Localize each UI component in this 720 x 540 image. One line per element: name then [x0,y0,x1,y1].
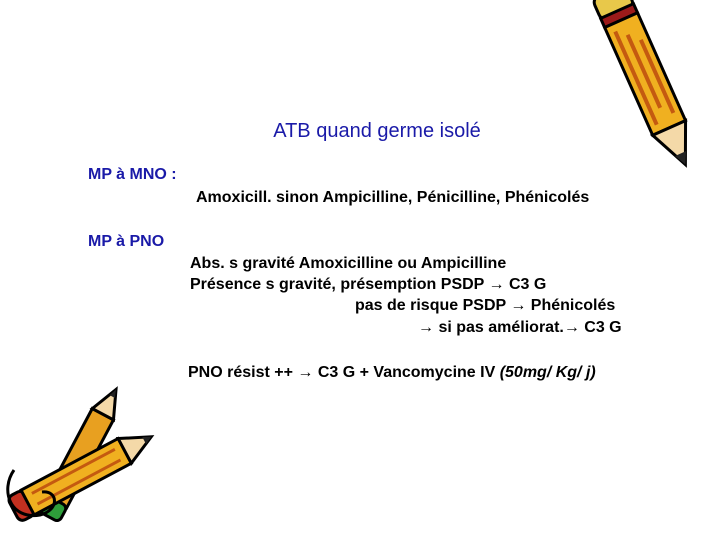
pno-resistance-dose: (50mg/ Kg/ j) [499,364,596,381]
slide-title: ATB quand germe isolé [273,120,481,142]
pno-line-3: pas de risque PSDP → Phénicolés [355,297,616,314]
pno-resistance-main: PNO résist ++ → C3 G + Vancomycine IV [188,364,500,381]
mno-treatment: Amoxicill. sinon Ampicilline, Pénicilline, Phénicolés [196,189,590,206]
mno-heading: MP à MNO : [88,166,177,183]
pno-line-2: Présence s gravité, présemption PSDP → C3 G [190,276,547,293]
pno-line-4: → si pas améliorat.→ C3 G [418,319,622,336]
pno-heading: MP à PNO [88,233,165,250]
pno-line-1: Abs. s gravité Amoxicilline ou Ampicilline [190,255,507,272]
pno-resistance-line [188,364,596,382]
